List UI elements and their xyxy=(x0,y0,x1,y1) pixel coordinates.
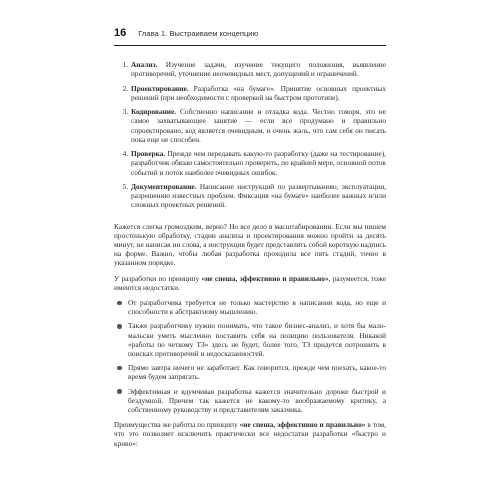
drawback-item: Эффективная и вдумчивая разработка кажется значительно дороже быстрой и бездумной. Причем так кажется не какому-то воображаемому критику, а собственному руководству и представителям заказчика. xyxy=(128,386,386,415)
stage-term: Проектирование. xyxy=(131,83,189,93)
scaling-paragraph: Кажется слегка громоздким, верно? Но все дело в масштабировании. Если мы пишем простенькую обработку, стадии анализа и проектирования можно пройти за десять минут, не написав ни слова, а инструкция будет представлять собой короткую надпись на форме. Важно, чтобы любая разработка проходила все пять стадий, точно в указанном порядке. xyxy=(114,221,386,268)
advantages-tail: в том, что это позволяет исключить практически все недостатки разработки «быстро и криво»: xyxy=(114,420,386,448)
stage-description: Собственно написание и отладка кода. Честно говоря, это не самое захватывающее занятие — если все продумано и правильно спроектировано, код является очевидным, и очень жаль, что сам себя он писать пока еще не способен. xyxy=(131,107,386,144)
stage-description: Написание инструкций по развертыванию, эксплуатации, разрешению известных проблем. Фиксация «на бумаге» наиболее важных и/или сложных проектных решений. xyxy=(131,181,386,210)
stage-item xyxy=(130,182,386,210)
advantages-paragraph xyxy=(114,420,386,448)
drawback-item: От разработчика требуется не только мастерство в написании кода, но еще и способности к абстрактному мышлению. xyxy=(128,298,386,317)
running-header xyxy=(114,27,386,46)
page-number: 16 xyxy=(114,27,127,39)
stage-term: Кодирование. xyxy=(131,107,177,117)
drawbacks-intro xyxy=(114,274,386,292)
chapter-title: Глава 1. Выстраиваем концепцию xyxy=(138,29,259,38)
advantages-text: Преимущества же работы по принципу xyxy=(114,420,240,430)
stage-item xyxy=(130,60,386,78)
stage-item xyxy=(130,107,386,144)
stage-description: Прежде чем передавать какую-то разработку (даже на тестирование), разработчик обязан самостоятельно проверить, по крайней мере, основной поток событий и поток наиболее очевидных ошибок. xyxy=(131,149,386,177)
drawback-item: Прямо завтра ничего не заработает. Как говорится, прежде чем поехать, какое-то время будем запрягать. xyxy=(128,363,386,382)
stage-description: Разработка «на бумаге». Принятие основных проектных решений (при необходимости с проверкой на быстром прототипе). xyxy=(131,83,386,102)
drawbacks-list xyxy=(114,298,386,414)
stage-term: Анализ. xyxy=(131,60,158,69)
principle-phrase: «не спеша, эффективно и правильно» xyxy=(201,273,329,283)
drawbacks-intro-text: У разработки по принципу xyxy=(114,273,202,283)
page-body xyxy=(114,60,386,454)
stage-term: Документирование. xyxy=(131,181,197,191)
stage-item xyxy=(130,149,386,177)
principle-phrase: «не спеша, эффективно и правильно» xyxy=(239,420,366,430)
drawbacks-intro-tail: , разумеется, тоже имеются недостатки. xyxy=(114,273,386,292)
stage-term: Проверка. xyxy=(131,149,166,159)
development-stages-list xyxy=(114,60,386,210)
drawback-item: Также разработчику нужно понимать, что такое бизнес-анализ, и хотя бы мало-мальски уметь мысленно поставить себя на позицию пользователя. Никакой «работы по четкому ТЗ» здесь не будет, более того, ТЗ придется потрошить в поисках противоречий и недосказанностей. xyxy=(128,321,386,359)
stage-description: Изучение задачи, изучение текущего положения, выявление противоречий, уточнение неочевидных мест, допущений и ограничений. xyxy=(131,60,386,79)
stage-item xyxy=(130,84,386,102)
